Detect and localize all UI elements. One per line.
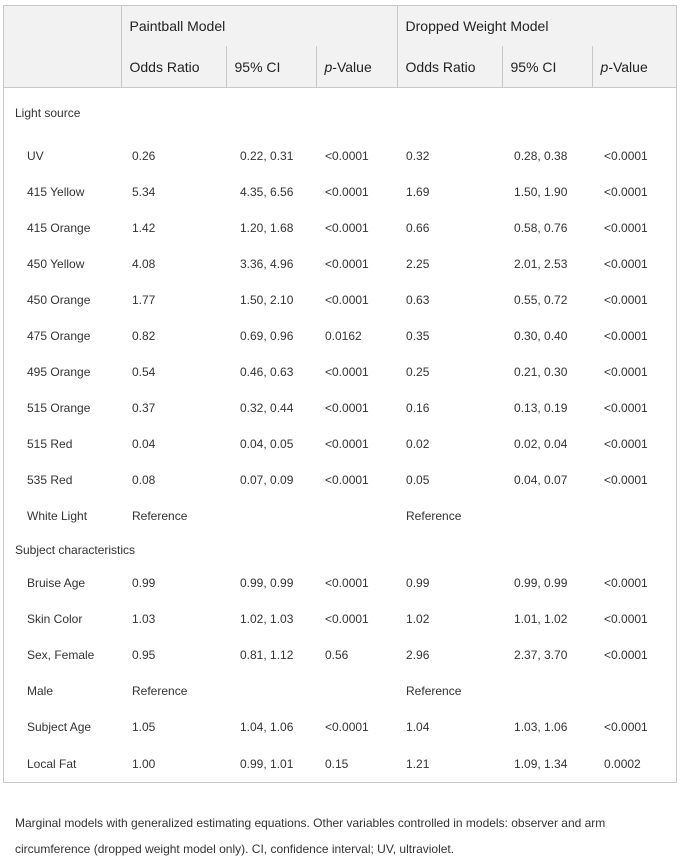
pvalue-dropped-cell: <0.0001 <box>604 437 648 451</box>
table-row <box>4 282 676 318</box>
ci-paintball-cell: 4.35, 6.56 <box>240 185 294 199</box>
table-footnote: Marginal models with generalized estimating equations. Other variables controlled in models: observer and arm circumference (dropped weight model only). CI, confidence interval; UV, ultraviolet. <box>15 816 606 856</box>
row-label: 415 Yellow <box>27 185 85 199</box>
pvalue-dropped-cell: <0.0001 <box>604 473 648 487</box>
pvalue-dropped-cell: <0.0001 <box>604 329 648 343</box>
odds-ratio-dropped-cell: 0.25 <box>406 365 430 379</box>
odds-ratio-dropped-cell: 0.32 <box>406 149 430 163</box>
row-label: Local Fat <box>27 756 77 771</box>
odds-ratio-dropped-cell: 1.69 <box>406 185 430 199</box>
table-row <box>4 462 676 498</box>
table-row <box>4 498 676 534</box>
odds-ratio-dropped-cell: 2.25 <box>406 257 430 271</box>
pvalue-dropped-cell: <0.0001 <box>604 221 648 235</box>
row-label: 450 Orange <box>27 293 91 307</box>
odds-ratio-paintball-cell: 0.08 <box>132 473 156 487</box>
ci-dropped-cell <box>502 498 592 534</box>
pvalue-suffix: -Value <box>608 58 648 75</box>
row-label: Male <box>27 684 54 698</box>
pvalue-paintball-cell: <0.0001 <box>325 185 369 199</box>
ci-paintball-cell: 0.07, 0.09 <box>240 473 294 487</box>
odds-ratio-dropped-cell: 2.96 <box>406 648 430 662</box>
header-pvalue-dropped <box>592 46 676 88</box>
p-italic: p <box>324 58 333 75</box>
table-row <box>4 318 676 354</box>
pvalue-paintball-cell: <0.0001 <box>325 720 369 734</box>
row-label: 515 Orange <box>27 401 91 415</box>
row-label: Skin Color <box>27 612 83 626</box>
pvalue-dropped-cell: <0.0001 <box>604 612 648 626</box>
ci-dropped-cell: 0.13, 0.19 <box>514 401 568 415</box>
odds-ratio-paintball-cell: 1.05 <box>132 720 156 734</box>
row-label: Subject Age <box>27 720 92 734</box>
header-pvalue-paintball <box>316 46 397 88</box>
pvalue-paintball-cell <box>316 498 397 534</box>
pvalue-dropped-cell: <0.0001 <box>604 365 648 379</box>
odds-ratio-paintball-cell: 0.99 <box>132 576 156 590</box>
table-row <box>4 210 676 246</box>
ci-paintball-cell: 0.32, 0.44 <box>240 401 294 415</box>
ci-paintball-cell: 3.36, 4.96 <box>240 257 294 271</box>
ci-dropped-cell: 2.37, 3.70 <box>514 648 568 662</box>
header-ci-dropped: 95% CI <box>502 46 592 88</box>
table-row <box>4 745 676 782</box>
ci-paintball-cell: 0.69, 0.96 <box>240 329 294 343</box>
odds-ratio-paintball-cell: 0.54 <box>132 365 156 379</box>
ci-dropped-cell: 0.28, 0.38 <box>514 149 568 163</box>
pvalue-dropped-cell: <0.0001 <box>604 648 648 662</box>
odds-ratio-dropped-cell: 0.63 <box>406 293 430 307</box>
odds-ratio-paintball-cell: 1.03 <box>132 612 156 626</box>
odds-ratio-paintball-cell: 0.37 <box>132 401 156 415</box>
pvalue-dropped-cell: <0.0001 <box>604 149 648 163</box>
pvalue-paintball-cell: <0.0001 <box>325 365 369 379</box>
odds-ratio-paintball-cell: 4.08 <box>132 257 156 271</box>
odds-ratio-dropped-cell: 0.35 <box>406 329 430 343</box>
odds-ratio-dropped-cell: 1.04 <box>406 720 430 734</box>
section-light-source <box>4 88 676 139</box>
row-label: 515 Red <box>27 437 73 451</box>
ci-dropped-cell: 1.09, 1.34 <box>514 756 568 771</box>
row-label: 475 Orange <box>27 329 91 343</box>
table-row <box>4 174 676 210</box>
pvalue-paintball-cell: 0.56 <box>325 648 349 662</box>
pvalue-paintball-cell: <0.0001 <box>325 257 369 271</box>
pvalue-dropped-cell: <0.0001 <box>604 720 648 734</box>
pvalue-paintball-cell: 0.0162 <box>325 329 362 343</box>
pvalue-paintball-cell: <0.0001 <box>325 576 369 590</box>
header-dropped-weight-model: Dropped Weight Model <box>397 6 676 46</box>
odds-ratio-paintball-cell: 1.42 <box>132 221 156 235</box>
ci-dropped-cell: 0.55, 0.72 <box>514 293 568 307</box>
header-group-row <box>4 6 676 46</box>
odds-ratio-paintball-cell: 1.77 <box>132 293 156 307</box>
odds-ratio-dropped-cell: 1.02 <box>406 612 430 626</box>
odds-ratio-paintball-cell: 1.00 <box>132 756 156 771</box>
odds-ratio-dropped-cell: 0.99 <box>406 576 430 590</box>
pvalue-paintball-cell: <0.0001 <box>325 612 369 626</box>
ci-paintball-cell: 1.20, 1.68 <box>240 221 294 235</box>
row-label: Bruise Age <box>27 576 86 590</box>
ci-paintball-cell: 0.81, 1.12 <box>240 648 294 662</box>
pvalue-paintball-cell: 0.15 <box>325 756 349 771</box>
odds-ratio-paintball-cell: Reference <box>132 509 188 523</box>
row-label: Sex, Female <box>27 648 95 662</box>
header-column-row <box>4 46 676 88</box>
table-row <box>4 673 676 709</box>
row-label: 415 Orange <box>27 221 91 235</box>
section-label: Subject characteristics <box>15 542 136 557</box>
ci-dropped-cell: 0.04, 0.07 <box>514 473 568 487</box>
pvalue-paintball-cell: <0.0001 <box>325 221 369 235</box>
pvalue-dropped-cell: <0.0001 <box>604 293 648 307</box>
table-row <box>4 426 676 462</box>
odds-ratio-dropped-cell: 0.66 <box>406 221 430 235</box>
table-row <box>4 390 676 426</box>
ci-paintball-cell: 0.22, 0.31 <box>240 149 294 163</box>
odds-ratio-table <box>4 6 676 782</box>
header-empty-cell <box>4 6 121 46</box>
p-italic: p <box>600 58 609 75</box>
odds-ratio-dropped-cell: 0.05 <box>406 473 430 487</box>
pvalue-paintball-cell: <0.0001 <box>325 437 369 451</box>
pvalue-paintball-cell <box>316 673 397 709</box>
ci-paintball-cell: 0.99, 1.01 <box>240 756 294 771</box>
ci-paintball-cell <box>226 498 316 534</box>
odds-ratio-table-container <box>3 5 677 783</box>
ci-dropped-cell: 1.01, 1.02 <box>514 612 568 626</box>
ci-paintball-cell: 0.04, 0.05 <box>240 437 294 451</box>
ci-paintball-cell: 0.99, 0.99 <box>240 576 294 590</box>
odds-ratio-dropped-cell: 0.02 <box>406 437 430 451</box>
pvalue-paintball-cell: <0.0001 <box>325 293 369 307</box>
ci-paintball-cell: 0.46, 0.63 <box>240 365 294 379</box>
row-label: UV <box>27 149 44 163</box>
pvalue-dropped-cell: <0.0001 <box>604 401 648 415</box>
ci-dropped-cell: 0.58, 0.76 <box>514 221 568 235</box>
ci-paintball-cell: 1.02, 1.03 <box>240 612 294 626</box>
header-odds-ratio-paintball: Odds Ratio <box>121 46 226 88</box>
ci-dropped-cell: 0.99, 0.99 <box>514 576 568 590</box>
ci-dropped-cell: 0.02, 0.04 <box>514 437 568 451</box>
pvalue-paintball-cell: <0.0001 <box>325 149 369 163</box>
table-row <box>4 709 676 745</box>
table-row <box>4 246 676 282</box>
row-label: White Light <box>27 509 88 523</box>
row-label: 535 Red <box>27 473 73 487</box>
ci-paintball-cell: 1.50, 2.10 <box>240 293 294 307</box>
odds-ratio-dropped-cell: 1.21 <box>406 756 430 771</box>
ci-dropped-cell: 2.01, 2.53 <box>514 257 568 271</box>
ci-dropped-cell: 1.03, 1.06 <box>514 720 568 734</box>
header-odds-ratio-dropped: Odds Ratio <box>397 46 502 88</box>
pvalue-suffix: -Value <box>332 58 372 75</box>
pvalue-dropped-cell: <0.0001 <box>604 576 648 590</box>
ci-dropped-cell: 0.30, 0.40 <box>514 329 568 343</box>
pvalue-paintball-cell: <0.0001 <box>325 473 369 487</box>
odds-ratio-paintball-cell: 0.26 <box>132 149 156 163</box>
pvalue-dropped-cell: <0.0001 <box>604 257 648 271</box>
pvalue-dropped-cell: 0.0002 <box>604 756 641 771</box>
row-label: 495 Orange <box>27 365 91 379</box>
ci-dropped-cell <box>502 673 592 709</box>
row-label: 450 Yellow <box>27 257 85 271</box>
table-row <box>4 138 676 174</box>
table-row <box>4 565 676 601</box>
pvalue-dropped-cell <box>592 498 676 534</box>
ci-dropped-cell: 0.21, 0.30 <box>514 365 568 379</box>
header-empty-cell <box>4 46 121 88</box>
ci-dropped-cell: 1.50, 1.90 <box>514 185 568 199</box>
ci-paintball-cell: 1.04, 1.06 <box>240 720 294 734</box>
table-row <box>4 637 676 673</box>
odds-ratio-paintball-cell: 0.04 <box>132 437 156 451</box>
odds-ratio-paintball-cell: 0.95 <box>132 648 156 662</box>
odds-ratio-dropped-cell: Reference <box>406 509 462 523</box>
section-subject-characteristics <box>4 534 676 565</box>
pvalue-dropped-cell: <0.0001 <box>604 185 648 199</box>
odds-ratio-paintball-cell: 0.82 <box>132 329 156 343</box>
pvalue-paintball-cell: <0.0001 <box>325 401 369 415</box>
section-label: Light source <box>15 106 81 120</box>
table-row <box>4 601 676 637</box>
ci-paintball-cell <box>226 673 316 709</box>
header-ci-paintball: 95% CI <box>226 46 316 88</box>
odds-ratio-paintball-cell: 5.34 <box>132 185 156 199</box>
odds-ratio-dropped-cell: 0.16 <box>406 401 430 415</box>
header-paintball-model: Paintball Model <box>121 6 397 46</box>
odds-ratio-dropped-cell: Reference <box>406 684 462 698</box>
pvalue-dropped-cell <box>592 673 676 709</box>
table-row <box>4 354 676 390</box>
odds-ratio-paintball-cell: Reference <box>132 684 188 698</box>
